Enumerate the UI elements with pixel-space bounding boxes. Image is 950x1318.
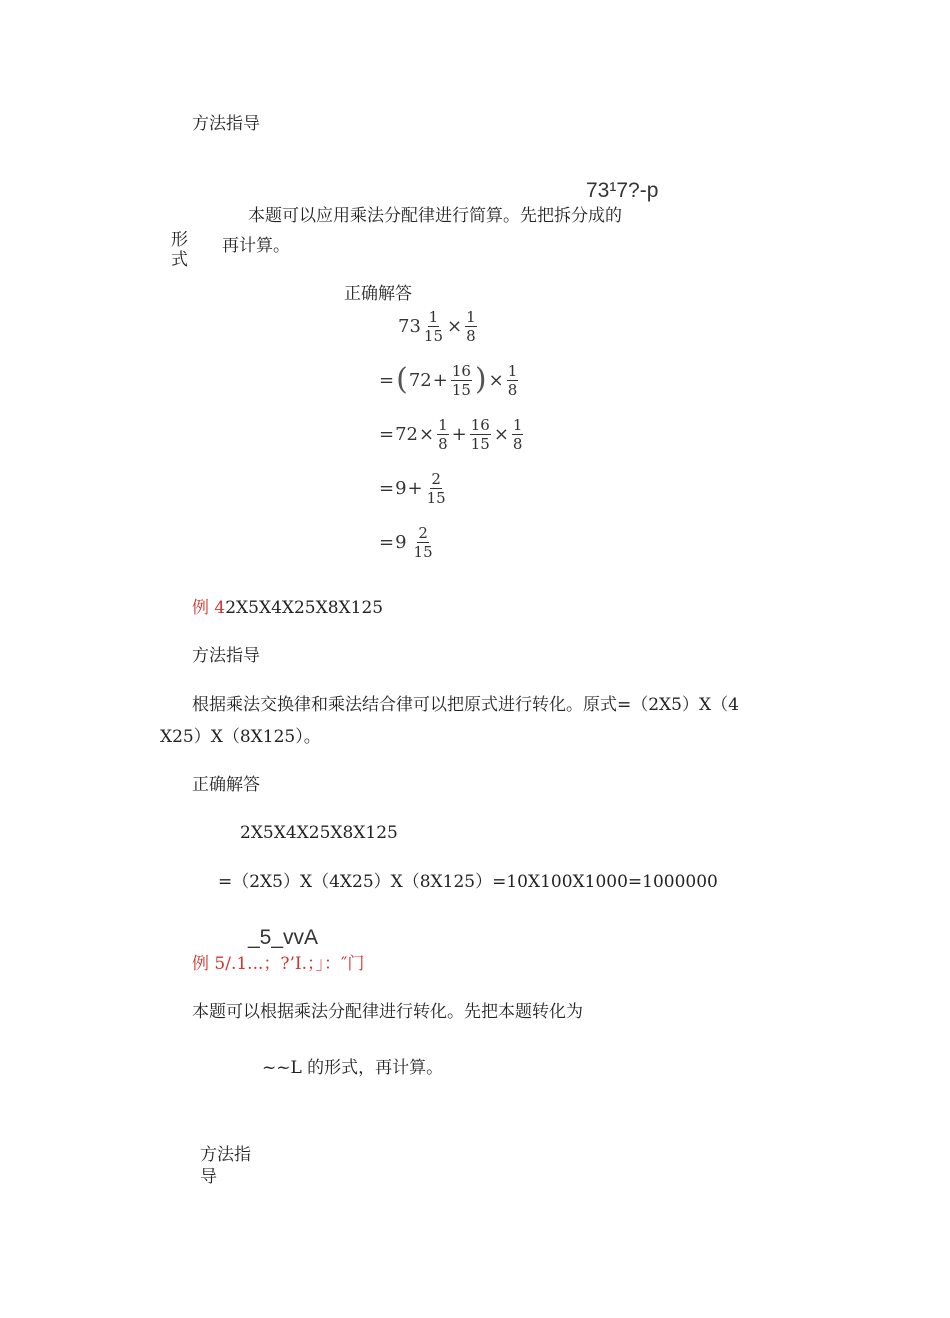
example-5-garbled-text: /.1...；?’I.；」：″门 bbox=[225, 954, 365, 974]
method-text-4-line-2: X25）X（8X125）。 bbox=[160, 727, 321, 747]
integer: 72 bbox=[395, 423, 418, 445]
method-text-5-line-1: 本题可以根据乘法分配律进行转化。先把本题转化为 bbox=[192, 1002, 583, 1022]
method-heading-1: 方法指导 bbox=[192, 114, 260, 134]
plus-sign: + bbox=[451, 423, 467, 445]
close-paren: ) bbox=[474, 362, 487, 397]
formula-line-2 bbox=[378, 358, 520, 402]
example-5-label: 例 5 bbox=[192, 954, 226, 974]
answer-4-line-2: =（2X5）X（4X25）X（8X125）=10X100X1000=1000000 bbox=[218, 872, 718, 892]
answer-4-line-1: 2X5X4X25X8X125 bbox=[240, 823, 398, 843]
fraction: $\frac{2}{15}$ bbox=[426, 469, 446, 507]
times-sign: × bbox=[488, 369, 504, 391]
float-note-2: _5_vvA bbox=[248, 926, 319, 949]
equals-sign: = bbox=[379, 369, 395, 391]
formula-line-3 bbox=[378, 412, 525, 456]
fraction: $\frac{1}{8}$ bbox=[507, 361, 518, 399]
method-heading-3-wrap: 导 bbox=[200, 1167, 217, 1187]
method-text-4-line-1: 根据乘法交换律和乘法结合律可以把原式进行转化。原式=（2X5）X（4 bbox=[192, 695, 739, 715]
method-text-line-1: 本题可以应用乘法分配律进行简算。先把拆分成的 bbox=[248, 206, 622, 226]
times-sign: × bbox=[493, 423, 509, 445]
method-heading-2: 方法指导 bbox=[192, 646, 260, 666]
mixed-whole: 73 bbox=[398, 315, 421, 337]
fraction: $\frac{1}{8}$ bbox=[466, 307, 476, 345]
fraction: $\frac{16}{15}$ bbox=[470, 415, 490, 453]
formula-line-4 bbox=[378, 466, 449, 510]
answer-heading-1: 正确解答 bbox=[344, 284, 412, 304]
formula-line-5 bbox=[378, 520, 436, 564]
times-sign: × bbox=[447, 315, 463, 337]
open-paren: ( bbox=[396, 362, 408, 397]
fraction: $\frac{1}{8}$ bbox=[512, 415, 523, 453]
method-text-line-2: 再计算。 bbox=[222, 236, 290, 256]
integer: 9 bbox=[395, 531, 407, 553]
example-4-expression: 2X5X4X25X8X125 bbox=[225, 598, 384, 618]
answer-heading-2: 正确解答 bbox=[192, 775, 260, 795]
fraction: $\frac{1}{8}$ bbox=[438, 415, 448, 453]
integer: 72 bbox=[408, 369, 432, 391]
plus-sign: + bbox=[432, 369, 448, 391]
example-5-line bbox=[192, 954, 364, 974]
example-4-label: 例 4 bbox=[192, 598, 226, 618]
plus-sign: + bbox=[407, 477, 423, 499]
side-char-2: 式 bbox=[171, 250, 188, 270]
example-4-line bbox=[192, 598, 383, 618]
integer: 9 bbox=[395, 477, 407, 499]
fraction: $\frac{2}{15}$ bbox=[413, 523, 433, 561]
fraction: $\frac{16}{15}$ bbox=[451, 361, 471, 399]
float-note-1: 73¹7?-p bbox=[586, 179, 659, 202]
fraction: $\frac{1}{15}$ bbox=[423, 307, 443, 345]
method-heading-3: 方法指 bbox=[200, 1145, 251, 1165]
equals-sign: = bbox=[379, 477, 395, 499]
times-sign: × bbox=[419, 423, 435, 445]
equals-sign: = bbox=[379, 531, 395, 553]
side-char-1: 形 bbox=[171, 230, 188, 250]
method-text-5-line-2: ~~L 的形式，再计算。 bbox=[262, 1058, 444, 1078]
formula-line-1 bbox=[398, 304, 479, 348]
equals-sign: = bbox=[379, 423, 395, 445]
